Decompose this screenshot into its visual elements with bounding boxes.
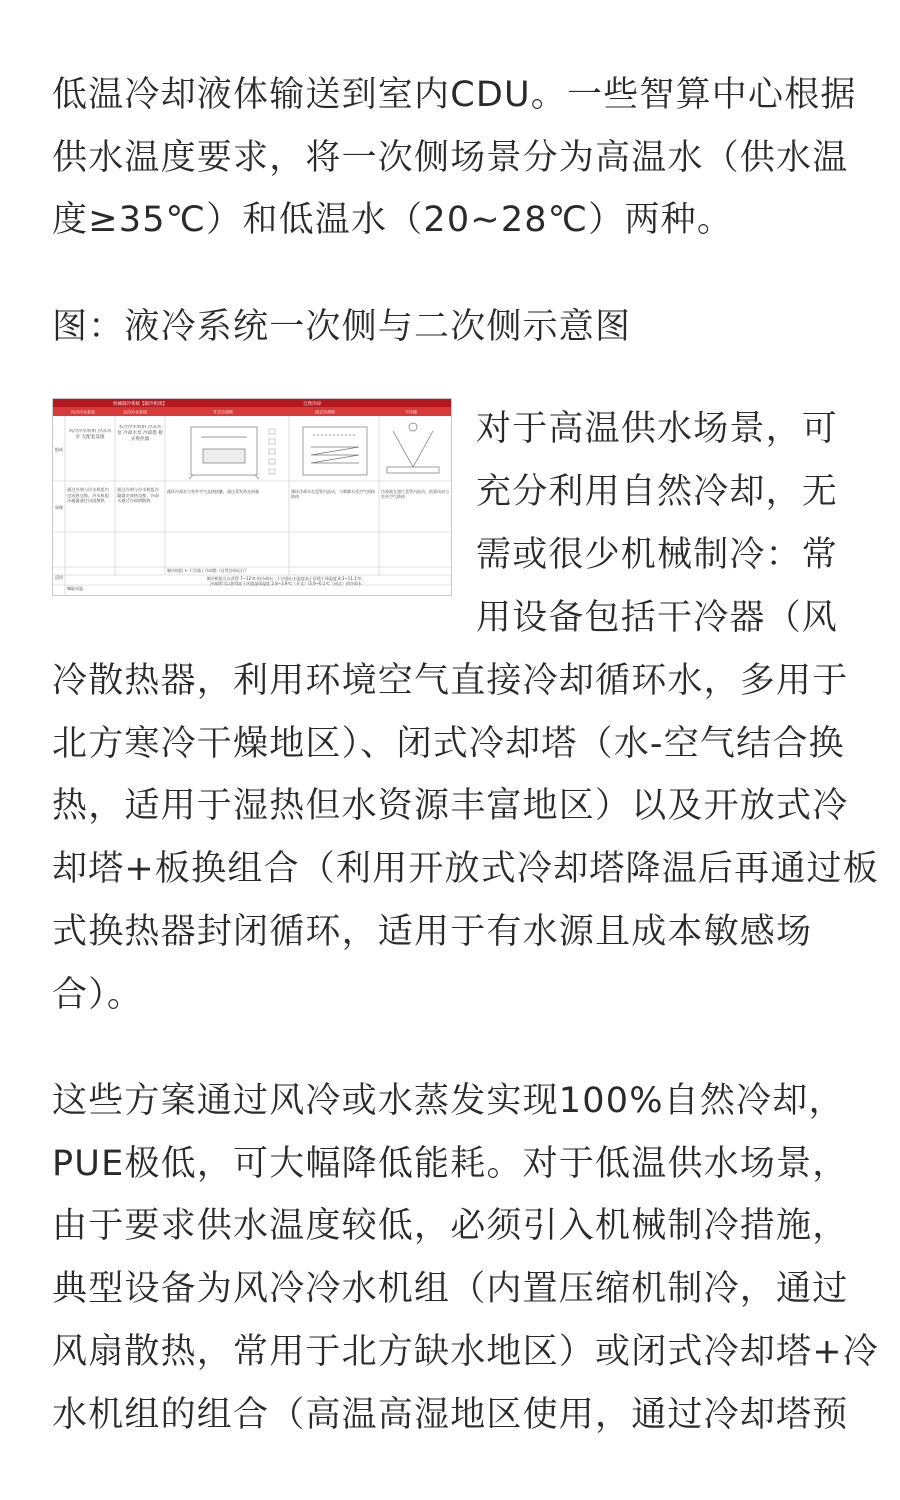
text-line: 充分利用自然冷却，无 bbox=[476, 472, 839, 512]
col-air-chiller: 风冷冷水系统 bbox=[71, 409, 95, 415]
open-tower-drawing bbox=[189, 427, 259, 479]
col-open-tower: 开式冷却塔 bbox=[213, 409, 233, 415]
text-line: 式换热器封闭循环，适用于有水源且成本敏感场 bbox=[52, 911, 813, 952]
text-line: 北方寒冷干燥地区）、闭式冷却塔（水-空气结合换 bbox=[52, 723, 845, 764]
text-line: 度≥35℃）和低温水（20~28℃）两种。 bbox=[52, 200, 734, 241]
cell-temp-notes: 制冷机组可以获得 7~12℃ 的冷却水；干冷器出水温度高于环境干球温度 8.3~11.1℃； 冷却塔可以获得高于环境湿球温度 2.8~3.9℃（开式）/3.9~6.1℃（闭式）的冷却水 bbox=[206, 576, 366, 587]
closed-tower-drawing bbox=[303, 427, 367, 475]
cell-dry-principle: 冷却液在翅片盘管内流动，依靠风扇与室外空气换热 bbox=[381, 489, 449, 500]
subheader-bar bbox=[53, 407, 451, 416]
text-line: PUE极低，可大幅降低能耗。对于低温供水场景， bbox=[52, 1143, 849, 1184]
text-line: 供水温度要求，将一次侧场景分为高温水（供水温 bbox=[52, 137, 849, 178]
col-water-chiller: 水冷冷水系统 bbox=[123, 409, 147, 415]
dry-cooler-drawing bbox=[387, 423, 439, 473]
cell-open-principle: 循环冷却水与室外空气直接接触，通过蒸发带走热量 bbox=[167, 489, 259, 494]
cell-air-principle: 通过冷剂与冷水机组内完成热交换，冷水机组冷凝器通过风扇散热 bbox=[67, 487, 109, 504]
text-line: 低温冷却液体输送到室内CDU。一些智算中心根据 bbox=[52, 75, 857, 115]
paragraph-intro bbox=[52, 64, 857, 252]
text-line: 冷散热器，利用环境空气直接冷却循环水，多用于 bbox=[52, 661, 849, 701]
cell-pue: 制冷机组 + 干冷器 / 冷却塔（自然冷却运行） bbox=[167, 568, 249, 573]
text-line: 对于高温供水场景，可 bbox=[476, 409, 839, 449]
liquid-cooling-diagram bbox=[52, 398, 452, 596]
text-line: 水机组的组合（高温高湿地区使用，通过冷却塔预 bbox=[52, 1394, 849, 1435]
header-right: 自然冷却 bbox=[303, 402, 321, 407]
row-application: 适用 bbox=[55, 575, 63, 580]
text-line: 由于要求供水温度较低，必须引入机械制冷措施， bbox=[52, 1206, 849, 1247]
cell-air-composition: 风冷冷水机组 冷冻水泵 无配套设施 bbox=[68, 429, 112, 440]
header-left: 机械制冷系统【制冷机组】 bbox=[113, 402, 167, 407]
text-line: 这些方案通过风冷或水蒸发实现100%自然冷却， bbox=[52, 1081, 845, 1121]
text-line: 合）。 bbox=[52, 974, 144, 1015]
col-dry-cooler: 干冷器 bbox=[405, 409, 417, 415]
legend-icons bbox=[269, 429, 275, 474]
text-line: 热，适用于湿热但水资源丰富地区）以及开放式冷 bbox=[52, 786, 849, 827]
diagram-image bbox=[53, 399, 451, 595]
paragraph-high-temp bbox=[52, 650, 879, 1026]
text-line: 却塔+板换组合（利用开放式冷却塔降温后再通过板 bbox=[52, 849, 879, 890]
text-line: 用设备包括干冷器（风 bbox=[476, 598, 839, 638]
cell-closed-principle: 循环冷却水在盘管内流动，与喷淋水及空气间接换热 bbox=[291, 489, 375, 500]
figure-caption: 图：液冷系统一次侧与二次侧示意图 bbox=[52, 307, 632, 347]
text-line: 需或很少机械制冷：常 bbox=[476, 535, 839, 575]
paragraph-low-temp bbox=[52, 1070, 879, 1446]
col-closed-tower: 闭式冷却塔 bbox=[315, 409, 335, 415]
text-line: 风扇散热，常用于北方缺水地区）或闭式冷却塔+冷 bbox=[52, 1331, 879, 1372]
row-temp: 制取水温 bbox=[67, 586, 83, 591]
text-line: 典型设备为风冷冷水机组（内置压缩机制冷，通过 bbox=[52, 1269, 849, 1310]
row-principle: 原理 bbox=[55, 505, 63, 510]
cell-water-composition: 水冷冷水机组 冷冻水泵 冷却水泵 冷却塔 板式换热器 bbox=[117, 425, 163, 442]
cell-water-principle: 通过冷剂与冷水机组冷凝器完成热交换，冷却水通过冷却塔散热 bbox=[117, 487, 159, 504]
row-composition: 组成 bbox=[55, 447, 63, 452]
